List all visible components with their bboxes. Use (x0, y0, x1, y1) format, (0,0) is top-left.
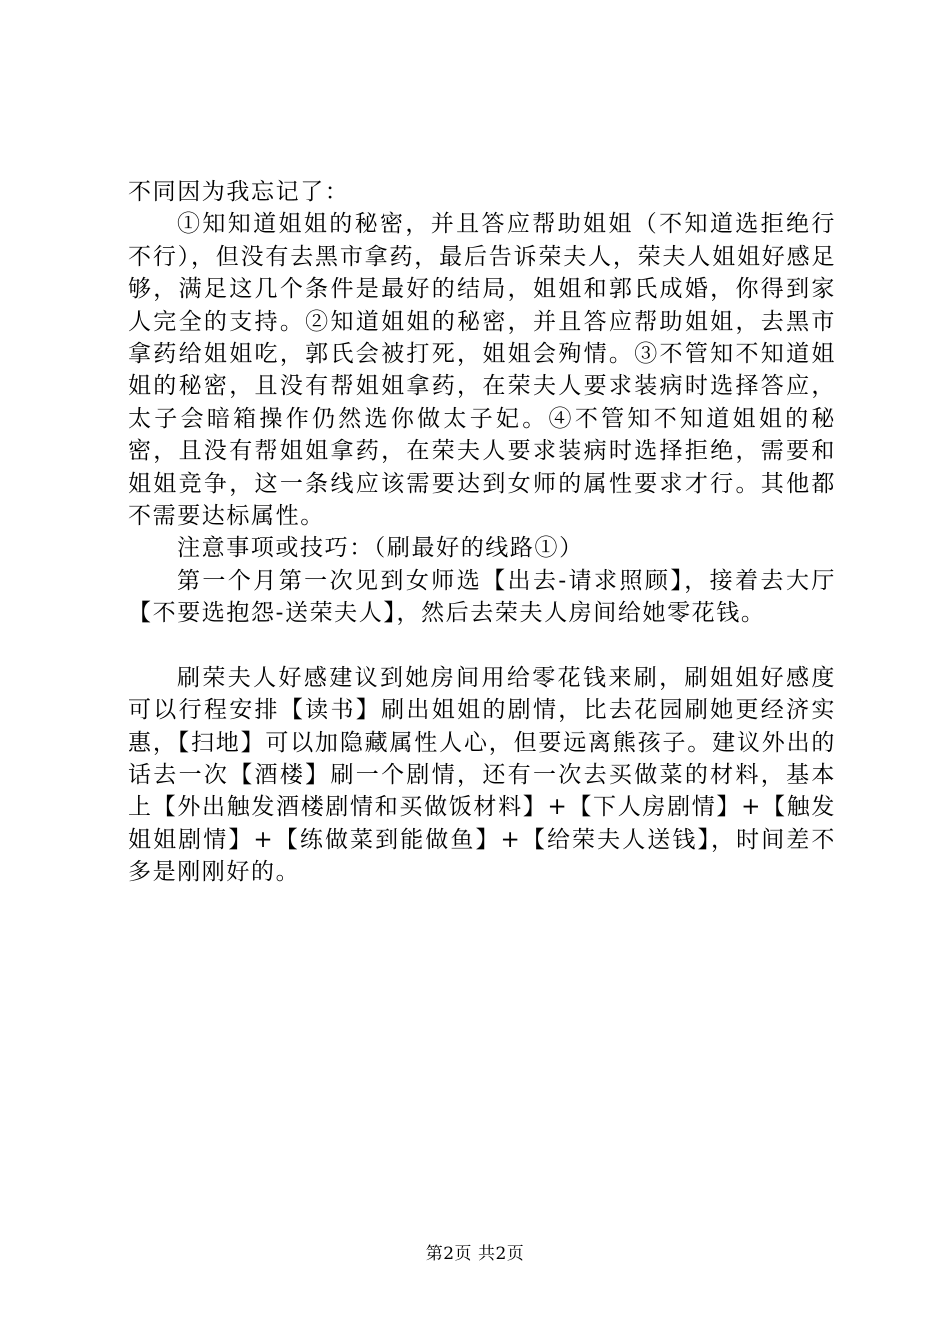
paragraph-intro: 不同因为我忘记了： (128, 179, 350, 205)
document-body (128, 176, 836, 889)
paragraph-first-month: 第一个月第一次见到女师选【出去-请求照顾】，接着去大厅【不要选抱怨-送荣夫人】，然后去荣夫人房间给她零花钱。 (128, 567, 836, 627)
page-footer: 第2页 共2页 (425, 1244, 525, 1264)
paragraph-endings: ①知知道姐姐的秘密，并且答应帮助姐姐（不知道选拒绝行不行），但没有去黑市拿药，最后告诉荣夫人，荣夫人姐姐好感足够，满足这几个条件是最好的结局，姐姐和郭氏成婚，你得到家人完全的支持。②知道姐姐的秘密，并且答应帮助姐姐，去黑市拿药给姐姐吃，郭氏会被打死，姐姐会殉情。③不管知不知道姐姐的秘密，且没有帮姐姐拿药，在荣夫人要求装病时选择答应，太子会暗箱操作仍然选你做太子妃。④不管知不知道姐姐的秘密，且没有帮姐姐拿药，在荣夫人要求装病时选择拒绝，需要和姐姐竞争，这一条线应该需要达到女师的属性要求才行。其他都不需要达标属性。 (128, 211, 836, 530)
paragraph-tips-heading: 注意事项或技巧：（刷最好的线路①） (177, 535, 584, 562)
paragraph-advice: 刷荣夫人好感建议到她房间用给零花钱来刷，刷姐姐好感度可以行程安排【读书】刷出姐姐的剧情，比去花园刷她更经济实惠，【扫地】可以加隐藏属性人心，但要远离熊孩子。建议外出的话去一次【酒楼】刷一个剧情，还有一次去买做菜的材料，基本上【外出触发酒楼剧情和买做饭材料】+【下人房剧情】+【触发姐姐剧情】+【练做菜到能做鱼】+【给荣夫人送钱】，时间差不多是刚刚好的。 (128, 664, 836, 886)
